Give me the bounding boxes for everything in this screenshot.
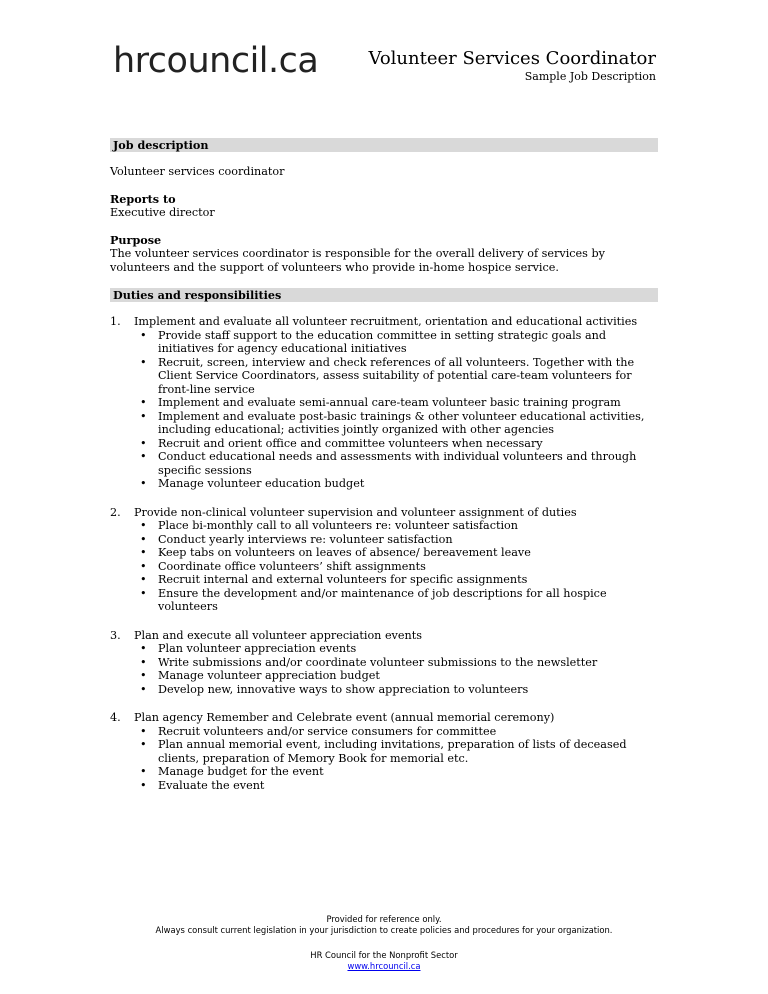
bullet-item: • Ensure the development and/or maintenance of job descriptions for all hospice volunteers [140, 586, 607, 613]
duties-heading: Duties and responsibilities [110, 288, 658, 302]
document-body [110, 138, 658, 807]
duty-number: 1. [110, 315, 121, 328]
bullet-icon: • [140, 655, 147, 669]
bullet-icon: • [140, 477, 147, 490]
bullet-item: • Provide staff support to the education committee in setting strategic goals and initiatives for agency educational initiatives [140, 328, 607, 355]
document-subtitle: Sample Job Description [524, 70, 656, 83]
purpose-text: The volunteer services coordinator is responsible for the overall delivery of services by volunteers and the support of volunteers who provide in-home hospice service. [110, 247, 605, 274]
bullet-item: • Manage volunteer appreciation budget [140, 669, 380, 682]
duty-item [110, 629, 658, 697]
bullet-icon: • [140, 519, 147, 532]
bullet-item: • Plan annual memorial event, including invitations, preparation of lists of deceased clients, preparation of Memory Book for memorial etc. [140, 738, 627, 765]
duties-list [110, 315, 658, 792]
footer-line-2: Always consult current legislation in your jurisdiction to create policies and procedures for your organization. [155, 925, 613, 935]
document-title: Volunteer Services Coordinator [368, 48, 656, 69]
duty-bullets [134, 519, 658, 614]
bullet-item: • Evaluate the event [140, 778, 265, 792]
bullet-icon: • [140, 765, 147, 778]
bullet-item: • Recruit, screen, interview and check references of all volunteers. Together with the Client Service Coordinators, assess suitability of potential care-team volunteers for front-line service [140, 355, 635, 396]
bullet-icon: • [140, 546, 147, 559]
duty-item [110, 506, 658, 614]
bullet-item: • Conduct educational needs and assessments with individual volunteers and through specific sessions [140, 450, 637, 477]
reports-to-label: Reports to [110, 191, 176, 206]
footer-org [0, 950, 768, 972]
hrcouncil-logo: hrcouncil.ca [113, 41, 319, 81]
bullet-icon: • [140, 682, 147, 696]
bullet-item: • Plan volunteer appreciation events [140, 642, 357, 655]
bullet-icon: • [140, 409, 147, 423]
bullet-icon: • [140, 355, 147, 369]
bullet-icon: • [140, 328, 147, 342]
bullet-item: • Develop new, innovative ways to show appreciation to volunteers [140, 682, 529, 696]
purpose-label: Purpose [110, 232, 162, 247]
footer-disclaimer [0, 914, 768, 936]
bullet-item: • Place bi-monthly call to all volunteers re: volunteer satisfaction [140, 519, 518, 532]
duty-item [110, 315, 658, 491]
bullet-item: • Implement and evaluate post-basic trainings & other volunteer educational activities, including educational; activities jointly organized with other agencies [140, 409, 645, 436]
bullet-item: • Write submissions and/or coordinate volunteer submissions to the newsletter [140, 655, 598, 669]
footer-line-1: Provided for reference only. [326, 914, 442, 924]
duty-bullets [134, 642, 658, 696]
duty-title: Plan agency Remember and Celebrate event (annual memorial ceremony) [134, 711, 555, 724]
job-description-heading: Job description [110, 138, 658, 152]
bullet-item: • Coordinate office volunteers’ shift assignments [140, 559, 426, 573]
reports-to-value: Executive director [110, 206, 215, 219]
bullet-icon: • [140, 573, 147, 586]
bullet-icon: • [140, 586, 147, 600]
duty-item [110, 711, 658, 792]
bullet-item: • Recruit volunteers and/or service consumers for committee [140, 724, 497, 738]
duty-title: Implement and evaluate all volunteer recruitment, orientation and educational activities [134, 315, 638, 328]
duty-title: Provide non-clinical volunteer supervision and volunteer assignment of duties [134, 505, 577, 519]
footer-website-link[interactable]: www.hrcouncil.ca [347, 961, 421, 971]
bullet-item: • Conduct yearly interviews re: volunteer satisfaction [140, 532, 453, 546]
footer-org-name: HR Council for the Nonprofit Sector [310, 950, 458, 960]
duty-bullets [134, 725, 658, 793]
bullet-item: • Implement and evaluate semi-annual care-team volunteer basic training program [140, 396, 621, 409]
job-description-value: Volunteer services coordinator [110, 165, 285, 178]
bullet-icon: • [140, 738, 147, 751]
bullet-icon: • [140, 669, 147, 682]
bullet-item: • Keep tabs on volunteers on leaves of absence/ bereavement leave [140, 546, 531, 559]
bullet-item: • Recruit internal and external volunteers for specific assignments [140, 573, 528, 586]
bullet-icon: • [140, 436, 147, 450]
duty-number: 2. [110, 505, 121, 519]
bullet-icon: • [140, 778, 147, 792]
bullet-item: • Manage budget for the event [140, 765, 324, 778]
bullet-icon: • [140, 642, 147, 655]
bullet-icon: • [140, 396, 147, 409]
duty-number: 3. [110, 628, 121, 642]
bullet-item: • Manage volunteer education budget [140, 477, 365, 490]
bullet-icon: • [140, 724, 147, 738]
duty-number: 4. [110, 711, 121, 724]
duty-title: Plan and execute all volunteer appreciation events [134, 628, 422, 642]
bullet-icon: • [140, 559, 147, 573]
bullet-icon: • [140, 532, 147, 546]
bullet-item: • Recruit and orient office and committee volunteers when necessary [140, 436, 543, 450]
bullet-icon: • [140, 450, 147, 463]
duty-bullets [134, 329, 658, 491]
